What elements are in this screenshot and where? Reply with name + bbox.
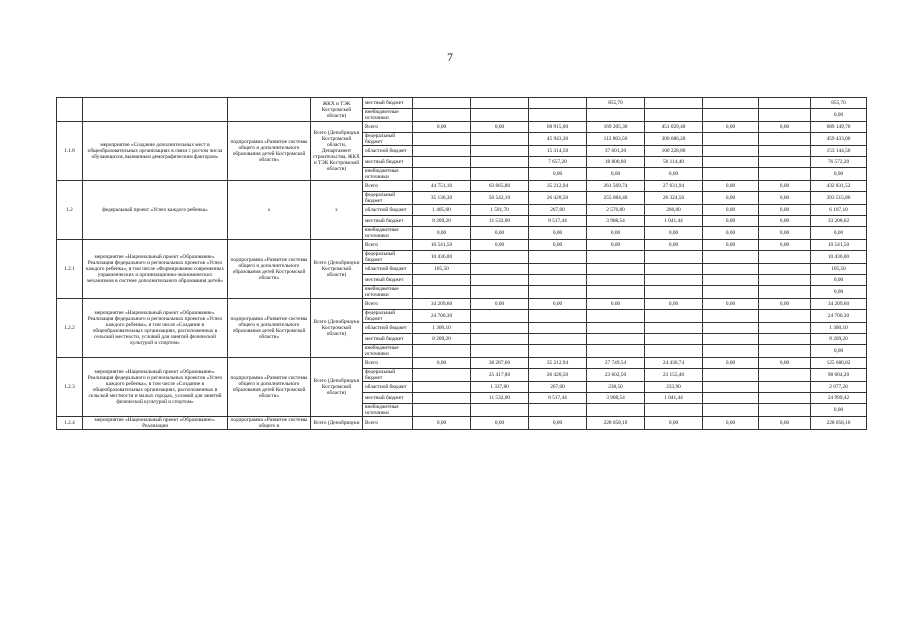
funding-source-cell: федеральный бюджет (363, 369, 413, 382)
year-value-cell (471, 323, 529, 334)
year-value-cell: 0,00 (703, 192, 759, 205)
year-value-cell: 24 700,30 (413, 310, 471, 323)
year-value-cell: 1 405,60 (413, 205, 471, 216)
year-value-cell: 8 209,20 (413, 216, 471, 227)
year-value-cell: 105,50 (413, 264, 471, 275)
year-value-cell: 0,00 (759, 181, 811, 192)
funding-source-cell: Всего (363, 358, 413, 369)
year-value-cell: 10 436,00 (413, 251, 471, 264)
year-value-cell: 68 915,00 (529, 122, 587, 133)
year-value-cell: 0,00 (587, 168, 645, 181)
year-value-cell: 0,00 (587, 227, 645, 240)
year-value-cell (703, 133, 759, 146)
year-value-cell: 0,00 (471, 299, 529, 310)
table-row (57, 98, 867, 109)
measure-name-cell: мероприятие «Национальный проект «Образование». Реализация (83, 417, 228, 430)
measure-name-cell: мероприятие «Национальный проект «Образование». Реализация федерального и региональных проектов «Успех каждого ребенка», в том числе «Формирование современных управленческих и организационно-экономических механизмов в системе дополнительного образования детей» (83, 240, 228, 299)
subprogram-cell: подпрограмма «Развитие системы общего и дополнительного образования детей Костромской области» (228, 358, 311, 417)
year-value-cell: 112 803,50 (587, 133, 645, 146)
year-value-cell: 855,70 (587, 98, 645, 109)
year-value-cell (759, 310, 811, 323)
total-value-cell: 34 209,60 (811, 299, 867, 310)
year-value-cell: 0,00 (529, 168, 587, 181)
year-value-cell: 3 908,54 (587, 393, 645, 404)
subprogram-cell: подпрограмма «Развитие системы общего и дополнительного образования детей Костромской области» (228, 299, 311, 358)
year-value-cell: 0,00 (703, 240, 759, 251)
year-value-cell: 26 428,50 (529, 369, 587, 382)
table-row (57, 358, 867, 369)
year-value-cell (703, 275, 759, 286)
total-value-cell: 24 700,30 (811, 310, 867, 323)
total-value-cell: 10 436,00 (811, 251, 867, 264)
year-value-cell: 10 541,50 (413, 240, 471, 251)
measure-name-cell: мероприятие «Создание дополнительных мест в общеобразовательных организациях в связи с ростом числа обучающихся, вызванным демографическим фактором» (83, 122, 228, 181)
year-value-cell: 0,00 (529, 417, 587, 430)
year-value-cell (471, 264, 529, 275)
year-value-cell: 169 205,30 (587, 122, 645, 133)
year-value-cell (529, 251, 587, 264)
year-value-cell (703, 404, 759, 417)
year-value-cell: 0,00 (471, 227, 529, 240)
total-value-cell: 432 831,52 (811, 181, 867, 192)
funding-source-cell: Всего (363, 181, 413, 192)
funding-source-cell: местный бюджет (363, 275, 413, 286)
year-value-cell: 0,00 (529, 240, 587, 251)
funding-source-cell: федеральный бюджет (363, 192, 413, 205)
total-value-cell: 855,70 (811, 98, 867, 109)
year-value-cell: 25 417,80 (471, 369, 529, 382)
year-value-cell: 11 532,00 (471, 393, 529, 404)
year-value-cell (645, 98, 703, 109)
subprogram-cell: х (228, 181, 311, 240)
table-row (57, 299, 867, 310)
year-value-cell (703, 168, 759, 181)
year-value-cell: 0,00 (759, 192, 811, 205)
row-number-cell: 1.2.3 (57, 358, 83, 417)
year-value-cell (645, 345, 703, 358)
year-value-cell (587, 109, 645, 122)
total-value-cell: 0,00 (811, 404, 867, 417)
total-value-cell: 10 541,50 (811, 240, 867, 251)
row-number-cell (57, 98, 83, 122)
year-value-cell (529, 275, 587, 286)
year-value-cell: 0,00 (413, 417, 471, 430)
year-value-cell (587, 275, 645, 286)
year-value-cell (759, 345, 811, 358)
year-value-cell: 0,00 (413, 227, 471, 240)
funding-source-cell: федеральный бюджет (363, 251, 413, 264)
year-value-cell: 35 212,94 (529, 181, 587, 192)
year-value-cell: 24 430,74 (645, 358, 703, 369)
year-value-cell: 27 631,94 (645, 181, 703, 192)
year-value-cell (413, 286, 471, 299)
total-value-cell: 393 515,80 (811, 192, 867, 205)
funding-source-cell: областной бюджет (363, 264, 413, 275)
year-value-cell (759, 369, 811, 382)
year-value-cell: 3 908,54 (587, 216, 645, 227)
funding-source-cell: федеральный бюджет (363, 310, 413, 323)
executor-cell: х (311, 181, 363, 240)
year-value-cell: 44 751,10 (413, 181, 471, 192)
subprogram-cell (228, 98, 311, 122)
year-value-cell: 238,50 (587, 382, 645, 393)
total-value-cell: 459 433,00 (811, 133, 867, 146)
year-value-cell: 0,00 (413, 358, 471, 369)
year-value-cell (413, 98, 471, 109)
total-value-cell: 0,00 (811, 168, 867, 181)
year-value-cell (587, 323, 645, 334)
funding-source-cell: внебюджетные источники (363, 404, 413, 417)
year-value-cell: 8 209,20 (413, 334, 471, 345)
year-value-cell: 0,00 (529, 227, 587, 240)
total-value-cell: 125 680,82 (811, 358, 867, 369)
year-value-cell (413, 382, 471, 393)
year-value-cell: 18 800,60 (587, 157, 645, 168)
funding-source-cell: внебюджетные источники (363, 109, 413, 122)
funding-source-cell: внебюджетные источники (363, 168, 413, 181)
year-value-cell: 0,00 (413, 122, 471, 133)
funding-source-cell: Всего (363, 240, 413, 251)
funding-source-cell: внебюджетные источники (363, 345, 413, 358)
year-value-cell (529, 323, 587, 334)
year-value-cell (587, 286, 645, 299)
year-value-cell: 35 136,30 (413, 192, 471, 205)
year-value-cell: 1 041,44 (645, 393, 703, 404)
year-value-cell (471, 404, 529, 417)
executor-cell: Всего (Депобрнауки Костромской области) (311, 358, 363, 417)
total-value-cell: 98 604,20 (811, 369, 867, 382)
year-value-cell: 0,00 (703, 299, 759, 310)
year-value-cell (703, 334, 759, 345)
year-value-cell (759, 286, 811, 299)
year-value-cell: 27 749,54 (587, 358, 645, 369)
total-value-cell: 0,00 (811, 109, 867, 122)
total-value-cell: 6 107,10 (811, 205, 867, 216)
measure-name-cell: мероприятие «Национальный проект «Образование». Реализация федерального и региональных проектов «Успех каждого ребенка», в том числе «Создание в общеобразовательных организациях, расположенных в сельской местности, условий для занятий физической культурой и спортом» (83, 299, 228, 358)
year-value-cell (703, 286, 759, 299)
year-value-cell (587, 345, 645, 358)
year-value-cell (471, 133, 529, 146)
year-value-cell (759, 393, 811, 404)
year-value-cell (413, 345, 471, 358)
year-value-cell (529, 310, 587, 323)
year-value-cell (703, 146, 759, 157)
year-value-cell: 45 943,30 (529, 133, 587, 146)
year-value-cell (413, 157, 471, 168)
funding-source-cell: местный бюджет (363, 334, 413, 345)
year-value-cell (413, 133, 471, 146)
year-value-cell (645, 264, 703, 275)
year-value-cell: 451 029,40 (645, 122, 703, 133)
total-value-cell: 153 144,50 (811, 146, 867, 157)
funding-source-cell: Всего (363, 122, 413, 133)
row-number-cell: 1.2.4 (57, 417, 83, 430)
executor-cell: ЖКХ и ТЭК Костромской области) (311, 98, 363, 122)
funding-source-cell: внебюджетные источники (363, 286, 413, 299)
year-value-cell: 0,00 (759, 240, 811, 251)
year-value-cell (529, 98, 587, 109)
year-value-cell (703, 264, 759, 275)
funding-source-cell: областной бюджет (363, 382, 413, 393)
table-row (57, 122, 867, 133)
subprogram-cell: подпрограмма «Развитие системы общего и дополнительного образования детей Костромской области» (228, 240, 311, 299)
total-value-cell: 0,00 (811, 345, 867, 358)
year-value-cell (703, 369, 759, 382)
year-value-cell: 0,00 (703, 122, 759, 133)
year-value-cell: 0,00 (703, 227, 759, 240)
year-value-cell (703, 157, 759, 168)
total-value-cell: 0,00 (811, 275, 867, 286)
year-value-cell (471, 146, 529, 157)
funding-source-cell: областной бюджет (363, 323, 413, 334)
table-row (57, 417, 867, 430)
year-value-cell (759, 334, 811, 345)
year-value-cell (529, 264, 587, 275)
year-value-cell: 233,90 (645, 382, 703, 393)
year-value-cell (759, 323, 811, 334)
year-value-cell (759, 275, 811, 286)
year-value-cell (759, 251, 811, 264)
year-value-cell: 261 569,74 (587, 181, 645, 192)
year-value-cell (529, 334, 587, 345)
executor-cell: Всего (Депобрнауки Костромской области) (311, 240, 363, 299)
year-value-cell (471, 334, 529, 345)
total-value-cell: 8 209,20 (811, 334, 867, 345)
year-value-cell (587, 310, 645, 323)
year-value-cell (471, 345, 529, 358)
funding-source-cell: областной бюджет (363, 146, 413, 157)
row-number-cell: 1.2.1 (57, 240, 83, 299)
year-value-cell: 15 314,50 (529, 146, 587, 157)
executor-cell: Всего (Депобрнауки Костромской области) (311, 299, 363, 358)
year-value-cell (471, 98, 529, 109)
year-value-cell: 50 542,10 (471, 192, 529, 205)
budget-table (56, 97, 867, 430)
funding-source-cell: местный бюджет (363, 157, 413, 168)
year-value-cell (529, 345, 587, 358)
total-value-cell: 2 077,20 (811, 382, 867, 393)
year-value-cell (413, 109, 471, 122)
year-value-cell (413, 404, 471, 417)
subprogram-cell: подпрограмма «Развитие системы общего и дополнительного образования детей Костромской области» (228, 122, 311, 181)
year-value-cell: 0,00 (645, 417, 703, 430)
year-value-cell: 50 114,40 (645, 157, 703, 168)
year-value-cell: 300 686,20 (645, 133, 703, 146)
year-value-cell: 1 591,70 (471, 205, 529, 216)
year-value-cell: 267,00 (529, 382, 587, 393)
year-value-cell: 1 041,44 (645, 216, 703, 227)
year-value-cell (645, 334, 703, 345)
year-value-cell: 0,00 (529, 299, 587, 310)
year-value-cell: 267,00 (529, 205, 587, 216)
year-value-cell: 35 212,94 (529, 358, 587, 369)
year-value-cell (645, 109, 703, 122)
year-value-cell (703, 323, 759, 334)
executor-cell: Всего (Депобрнауки Костромской области, Департамент строительства, ЖКХ и ТЭК Костромской области) (311, 122, 363, 181)
page-number: 7 (447, 50, 453, 64)
funding-source-cell: Всего (363, 299, 413, 310)
year-value-cell: 0,00 (471, 240, 529, 251)
year-value-cell (587, 334, 645, 345)
total-value-cell: 24 999,42 (811, 393, 867, 404)
year-value-cell: 0,00 (759, 417, 811, 430)
funding-source-cell: местный бюджет (363, 216, 413, 227)
measure-name-cell: мероприятие «Национальный проект «Образование». Реализация федерального и региональных проектов «Успех каждого ребенка», в том числе «Создание в общеобразовательных организациях, расположенных в сельской местности и малых городах, условий для занятий физической культурой и спортом» (83, 358, 228, 417)
year-value-cell (759, 168, 811, 181)
year-value-cell: 8 517,44 (529, 393, 587, 404)
year-value-cell: 100 228,80 (645, 146, 703, 157)
row-number-cell: 1.2.2 (57, 299, 83, 358)
year-value-cell (413, 275, 471, 286)
year-value-cell (529, 286, 587, 299)
total-value-cell: 76 572,20 (811, 157, 867, 168)
total-value-cell: 0,00 (811, 286, 867, 299)
year-value-cell (703, 345, 759, 358)
year-value-cell: 0,00 (759, 299, 811, 310)
total-value-cell: 689 149,70 (811, 122, 867, 133)
year-value-cell: 0,00 (645, 168, 703, 181)
year-value-cell (529, 109, 587, 122)
year-value-cell: 63 665,80 (471, 181, 529, 192)
funding-source-cell: федеральный бюджет (363, 133, 413, 146)
year-value-cell: 0,00 (703, 205, 759, 216)
year-value-cell (759, 264, 811, 275)
year-value-cell: 26 324,50 (645, 192, 703, 205)
year-value-cell: 8 517,44 (529, 216, 587, 227)
year-value-cell: 38 287,60 (471, 358, 529, 369)
year-value-cell: 0,00 (587, 240, 645, 251)
year-value-cell (759, 382, 811, 393)
year-value-cell (471, 109, 529, 122)
year-value-cell: 0,00 (471, 417, 529, 430)
year-value-cell (413, 393, 471, 404)
year-value-cell (703, 393, 759, 404)
year-value-cell: 0,00 (759, 205, 811, 216)
year-value-cell: 0,00 (703, 181, 759, 192)
year-value-cell (703, 382, 759, 393)
year-value-cell (413, 369, 471, 382)
row-number-cell: 1.1.8 (57, 122, 83, 181)
year-value-cell (703, 109, 759, 122)
year-value-cell: 255 084,40 (587, 192, 645, 205)
year-value-cell: 228 058,10 (587, 417, 645, 430)
funding-source-cell: областной бюджет (363, 205, 413, 216)
year-value-cell: 1 300,10 (413, 323, 471, 334)
year-value-cell: 0,00 (759, 122, 811, 133)
year-value-cell: 37 601,20 (587, 146, 645, 157)
year-value-cell: 0,00 (759, 358, 811, 369)
year-value-cell (759, 109, 811, 122)
year-value-cell: 23 602,50 (587, 369, 645, 382)
year-value-cell: 34 209,60 (413, 299, 471, 310)
total-value-cell: 228 058,10 (811, 417, 867, 430)
year-value-cell: 23 155,40 (645, 369, 703, 382)
year-value-cell: 0,00 (587, 299, 645, 310)
year-value-cell (587, 264, 645, 275)
year-value-cell: 0,00 (759, 216, 811, 227)
measure-name-cell (83, 98, 228, 122)
year-value-cell (759, 133, 811, 146)
total-value-cell: 1 300,10 (811, 323, 867, 334)
year-value-cell (471, 157, 529, 168)
year-value-cell (587, 251, 645, 264)
subprogram-cell: подпрограмма «Развитие системы общего и (228, 417, 311, 430)
year-value-cell (587, 404, 645, 417)
year-value-cell: 0,00 (703, 417, 759, 430)
year-value-cell (645, 310, 703, 323)
year-value-cell (759, 157, 811, 168)
measure-name-cell: федеральный проект «Успех каждого ребенка» (83, 181, 228, 240)
year-value-cell (471, 286, 529, 299)
total-value-cell: 0,00 (811, 227, 867, 240)
year-value-cell (529, 404, 587, 417)
funding-source-cell: Всего (363, 417, 413, 430)
year-value-cell: 266,00 (645, 205, 703, 216)
year-value-cell: 0,00 (703, 358, 759, 369)
year-value-cell (645, 251, 703, 264)
row-number-cell: 1.2 (57, 181, 83, 240)
year-value-cell: 0,00 (645, 299, 703, 310)
year-value-cell (759, 146, 811, 157)
funding-source-cell: внебюджетные источники (363, 227, 413, 240)
year-value-cell (703, 310, 759, 323)
year-value-cell (645, 286, 703, 299)
year-value-cell: 26 428,50 (529, 192, 587, 205)
total-value-cell: 105,50 (811, 264, 867, 275)
executor-cell: Всего (Депобрнауки (311, 417, 363, 430)
year-value-cell (703, 251, 759, 264)
funding-source-cell: местный бюджет (363, 393, 413, 404)
year-value-cell: 0,00 (645, 227, 703, 240)
year-value-cell (471, 310, 529, 323)
year-value-cell (759, 404, 811, 417)
year-value-cell (413, 146, 471, 157)
year-value-cell (645, 404, 703, 417)
year-value-cell: 2 576,80 (587, 205, 645, 216)
year-value-cell: 1 337,80 (471, 382, 529, 393)
year-value-cell: 0,00 (471, 122, 529, 133)
year-value-cell (413, 168, 471, 181)
table-row (57, 181, 867, 192)
year-value-cell: 11 532,00 (471, 216, 529, 227)
year-value-cell (645, 275, 703, 286)
year-value-cell (471, 168, 529, 181)
year-value-cell (471, 275, 529, 286)
year-value-cell: 0,00 (703, 216, 759, 227)
total-value-cell: 33 208,62 (811, 216, 867, 227)
year-value-cell (645, 323, 703, 334)
year-value-cell (703, 98, 759, 109)
year-value-cell: 7 657,20 (529, 157, 587, 168)
year-value-cell (471, 251, 529, 264)
year-value-cell: 0,00 (759, 227, 811, 240)
year-value-cell (759, 98, 811, 109)
year-value-cell: 0,00 (645, 240, 703, 251)
funding-source-cell: местный бюджет (363, 98, 413, 109)
table-row (57, 240, 867, 251)
